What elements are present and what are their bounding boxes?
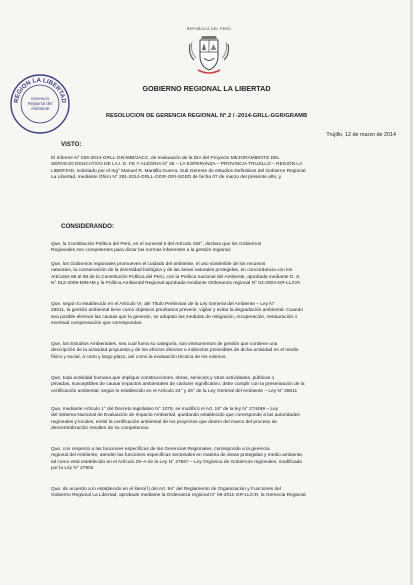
resolution-date: Trujillo, 12 de marzo de 2014	[326, 132, 396, 138]
paragraph-7: Que, con respecto a las funciones específicas de las Gerencias Regionales, corresponde a la gerencia regional del Ambiente, atender las funciones específicas sectoriales en materia de áreas protegidas y medio ambiente, tal como está establecido en el Artículo 29–A de la Ley N° 27867 – Ley Orgánica de Gobiernos regionales, modificada por la Ley N° 27902	[51, 447, 304, 471]
paragraph-3: Que, según lo establecido en el Artículo VI, del Título Preliminar de la Ley General del Ambiente – Ley N° 28611, la gestión ambiental tiene como objetivos prioritarios prevenir, vigilar y evitar la degradación ambiental. Cuando sea posible eliminar las causas que la generan, se adoptan las medidas de mitigación, recuperación, restauración o eventual compensación que correspondan.	[51, 302, 303, 326]
visto-heading: VISTO:	[61, 141, 82, 148]
considerando-heading: CONSIDERANDO:	[61, 223, 114, 230]
paragraph-4: Que, los Estudios Ambientales, sea cual fuera su categoría, son instrumentos de gestión que contiene una descripción de la actividad propuesta y de los efectos directos e indirectos previsibles de dicha actividad en el medio físico y social, a corto y largo plazo, así como la evaluación técnica de los mismos.	[51, 342, 299, 360]
paragraph-6: Que, mediante Artículo 1° del Decreto legislativo N° 1078, se modificó el Art. 18° de la ley N° 274469 – Ley del Sistema Nacional de Evaluación de Impacto Ambiental, quedando establecido que corresponde a las autoridades regionales y locales, emitir la certificación ambiental de los proyectos que dentro del marco del proceso de descentralización resulten de su competencia.	[51, 407, 300, 431]
coat-of-arms-icon	[186, 30, 232, 78]
paragraph-1: Que, la Constitución Política del Perú, en el numeral 6 del Artículo 192°, declara que los Gobiernos Regionales son competentes para dictar las normas inherentes a la gestión regional;	[51, 242, 262, 254]
paragraph-2: Que, los Gobiernos regionales promueven el cuidado del ambiente, el uso sostenible de los recursos naturales, la conservación de la diversidad biológica y de las áreas naturales protegidas, en concordancia con los Artículos 66 al 68 de la Constitución Política del Perú, con la Política nacional del Ambiente, aprobada mediante D. S. N° 012-2009-MINAM y la Política Ambiental Regional aprobada mediante Ordenanza regional N° 04-2004-GR-LL/CR.	[51, 262, 302, 286]
paragraph-8: Que, de acuerdo a lo establecido en el literal l) del Art. 94° del Reglamento de Organización y Funciones del Gobierno Regional La Libertad, aprobado mediante la Ordenanza regional N° 08-2011-GR-LL/CR, la Gerencia Regional	[51, 487, 306, 499]
crest-caption: REPÚBLICA DEL PERÚ	[186, 27, 232, 31]
paragraph-5: Que, toda actividad humana que implique construcciones, obras, servicios y otras actividades, públicas o privadas, susceptibles de causar impactos ambientales de carácter significativo, debe cumplir con la presentación de la certificación ambiental, según lo establecido en el Artículo 24° y 25° de la Ley General del Ambiente – Ley N° 28611	[51, 376, 305, 394]
government-header: GOBIERNO REGIONAL LA LIBERTAD	[142, 84, 271, 93]
stamp-arc-text: REGION LA LIBERTAD	[12, 76, 68, 104]
visto-paragraph: El Informe N° 026-2014-GRLL-GRAMB/JACC, de evaluación de la DIA del Proyecto MEJORAMIENTO DEL SERVICIO EDUCATIVO DE LA I. E. FE Y ALEGRIA N° 36 – LA ESPERANZA – PROVINCIA TRUJILLO – REGIÓN LA LIBERTAD, solicitado por el Ing° Manuel R. Mantilla Guerra, Sub Gerente de estudios Definitivos del Gobierno Regional La Libertad, mediante Oficio N° 281-2014-GRLL-GGR-GRI-SGED de fecha 07 de marzo del presente año, y	[51, 156, 306, 180]
resolution-title: RESOLUCION DE GERENCIA REGIONAL N°.2 / -2014-GRLL-GGR/GRAMB	[105, 113, 308, 119]
regional-seal-stamp	[8, 72, 72, 136]
stamp-inner-text: Gerencia Regional del Ambiente	[27, 96, 53, 111]
